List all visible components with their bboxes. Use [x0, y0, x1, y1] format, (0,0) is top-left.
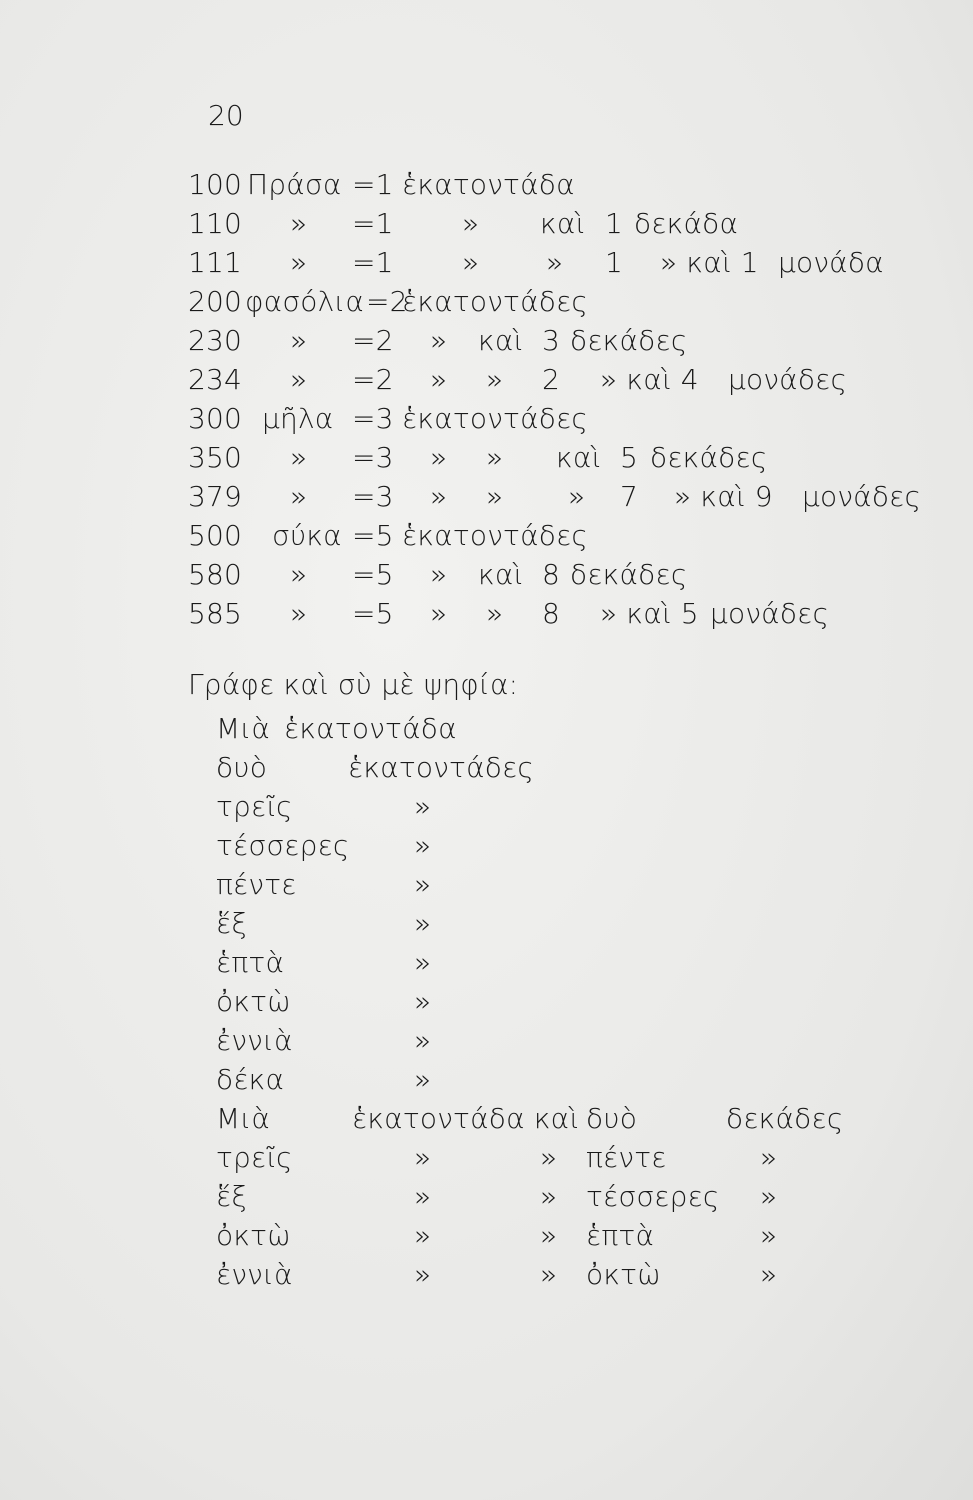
equals-cell: =2: [366, 285, 408, 318]
word-cell: ἐννιὰ: [216, 1024, 293, 1057]
number-cell: 350: [188, 441, 243, 474]
word-cell: ἕξ: [216, 1180, 248, 1213]
equals-cell: =1: [352, 246, 394, 279]
number-cell: 1: [605, 246, 624, 279]
number-cell: 379: [188, 480, 243, 513]
number-cell: 5: [620, 441, 639, 474]
ditto-cell: »: [290, 324, 308, 357]
page-number: 20: [208, 99, 244, 132]
word-cell: πέντε: [216, 868, 297, 901]
equals-cell: =5: [352, 597, 394, 630]
word-cell: ἐννιὰ: [216, 1258, 293, 1291]
ditto-cell: »: [486, 441, 504, 474]
word-cell: ἑκατοντάδα καὶ: [352, 1102, 580, 1135]
item-cell: Πράσα: [247, 168, 342, 201]
ditto-cell: »: [414, 1180, 432, 1213]
number-cell: 300: [188, 402, 243, 435]
ditto-cell: »: [414, 1141, 432, 1174]
word-cell: ἑπτὰ: [216, 946, 285, 979]
item-cell: σύκα: [272, 519, 342, 552]
word-cell: πέντε: [586, 1141, 667, 1174]
word-cell: » καὶ 4: [600, 363, 699, 396]
equals-cell: =1: [352, 207, 394, 240]
word-cell: Μιὰ: [216, 712, 271, 745]
word-cell: ἕξ: [216, 907, 248, 940]
word-cell: ἑκατοντάδα: [284, 712, 457, 745]
number-cell: 3: [542, 324, 561, 357]
ditto-cell: »: [290, 480, 308, 513]
ditto-cell: »: [462, 207, 480, 240]
word-cell: δεκάδες: [726, 1102, 844, 1135]
word-cell: ὀκτὼ: [216, 1219, 291, 1252]
equals-cell: =2: [352, 363, 394, 396]
word-cell: τέσσερες: [586, 1180, 720, 1213]
word-cell: ἑκατοντάδες: [402, 402, 589, 435]
ditto-cell: »: [540, 1258, 558, 1291]
word-cell: καὶ: [478, 558, 524, 591]
ditto-cell: »: [290, 558, 308, 591]
ditto-cell: »: [414, 1258, 432, 1291]
ditto-cell: »: [414, 1063, 432, 1096]
ditto-cell: »: [414, 868, 432, 901]
ditto-cell: »: [430, 597, 448, 630]
number-cell: 200: [188, 285, 243, 318]
word-cell: » καὶ 5: [600, 597, 699, 630]
ditto-cell: »: [290, 441, 308, 474]
ditto-cell: »: [414, 829, 432, 862]
ditto-cell: »: [414, 907, 432, 940]
ditto-cell: »: [430, 441, 448, 474]
word-cell: δέκα: [216, 1063, 285, 1096]
number-cell: 2: [542, 363, 561, 396]
number-cell: 110: [188, 207, 243, 240]
ditto-cell: »: [430, 480, 448, 513]
word-cell: » καὶ 9: [674, 480, 773, 513]
ditto-cell: »: [540, 1141, 558, 1174]
ditto-cell: »: [414, 1219, 432, 1252]
equals-cell: =3: [352, 441, 394, 474]
ditto-cell: »: [486, 363, 504, 396]
item-cell: μῆλα: [262, 402, 334, 435]
word-cell: καὶ: [478, 324, 524, 357]
number-cell: 230: [188, 324, 243, 357]
ditto-cell: »: [486, 597, 504, 630]
word-cell: δεκάδα: [634, 207, 739, 240]
ditto-cell: »: [568, 480, 586, 513]
number-cell: 7: [620, 480, 639, 513]
word-cell: δεκάδες: [570, 558, 688, 591]
equals-cell: =5: [352, 519, 394, 552]
ditto-cell: »: [540, 1180, 558, 1213]
word-cell: μονάδες: [728, 363, 848, 396]
item-cell: φασόλια: [245, 285, 365, 318]
word-cell: Μιὰ: [216, 1102, 271, 1135]
word-cell: τρεῖς: [216, 790, 293, 823]
word-cell: ἑκατοντάδες: [402, 519, 589, 552]
ditto-cell: »: [414, 985, 432, 1018]
ditto-cell: »: [290, 207, 308, 240]
word-cell: τέσσερες: [216, 829, 350, 862]
ditto-cell: »: [430, 324, 448, 357]
word-cell: τρεῖς: [216, 1141, 293, 1174]
word-cell: ἑκατοντάδες: [348, 751, 535, 784]
ditto-cell: »: [414, 1024, 432, 1057]
equals-cell: =3: [352, 480, 394, 513]
equals-cell: =3: [352, 402, 394, 435]
word-cell: δεκάδες: [570, 324, 688, 357]
number-cell: 111: [188, 246, 243, 279]
word-cell: μονάδες: [710, 597, 830, 630]
ditto-cell: »: [546, 246, 564, 279]
ditto-cell: »: [290, 363, 308, 396]
word-cell: ἑκατοντάδα: [402, 168, 575, 201]
word-cell: μονάδα: [778, 246, 884, 279]
word-cell: καὶ: [540, 207, 586, 240]
number-cell: 580: [188, 558, 243, 591]
ditto-cell: »: [414, 946, 432, 979]
ditto-cell: »: [540, 1219, 558, 1252]
word-cell: δεκάδες: [650, 441, 768, 474]
number-cell: 500: [188, 519, 243, 552]
word-cell: ὀκτὼ: [586, 1258, 661, 1291]
number-cell: 100: [188, 168, 243, 201]
word-cell: ἑκατοντάδες: [402, 285, 589, 318]
ditto-cell: »: [290, 597, 308, 630]
ditto-cell: »: [486, 480, 504, 513]
word-cell: καὶ: [556, 441, 602, 474]
word-cell: δυὸ: [216, 751, 268, 784]
number-cell: 1: [605, 207, 624, 240]
ditto-cell: »: [760, 1258, 778, 1291]
ditto-cell: »: [760, 1219, 778, 1252]
word-cell: ἑπτὰ: [586, 1219, 655, 1252]
ditto-cell: »: [430, 363, 448, 396]
word-cell: μονάδες: [802, 480, 922, 513]
ditto-cell: »: [414, 790, 432, 823]
word-cell: ὀκτὼ: [216, 985, 291, 1018]
equals-cell: =2: [352, 324, 394, 357]
number-cell: 8: [542, 558, 561, 591]
word-cell: » καὶ 1: [660, 246, 759, 279]
ditto-cell: »: [462, 246, 480, 279]
word-cell: δυὸ: [586, 1102, 638, 1135]
number-cell: 234: [188, 363, 243, 396]
exercise-title: Γράφε καὶ σὺ μὲ ψηφία:: [188, 668, 519, 701]
number-cell: 8: [542, 597, 561, 630]
ditto-cell: »: [760, 1141, 778, 1174]
equals-cell: =5: [352, 558, 394, 591]
equals-cell: =1: [352, 168, 394, 201]
ditto-cell: »: [760, 1180, 778, 1213]
ditto-cell: »: [430, 558, 448, 591]
ditto-cell: »: [290, 246, 308, 279]
number-cell: 585: [188, 597, 243, 630]
